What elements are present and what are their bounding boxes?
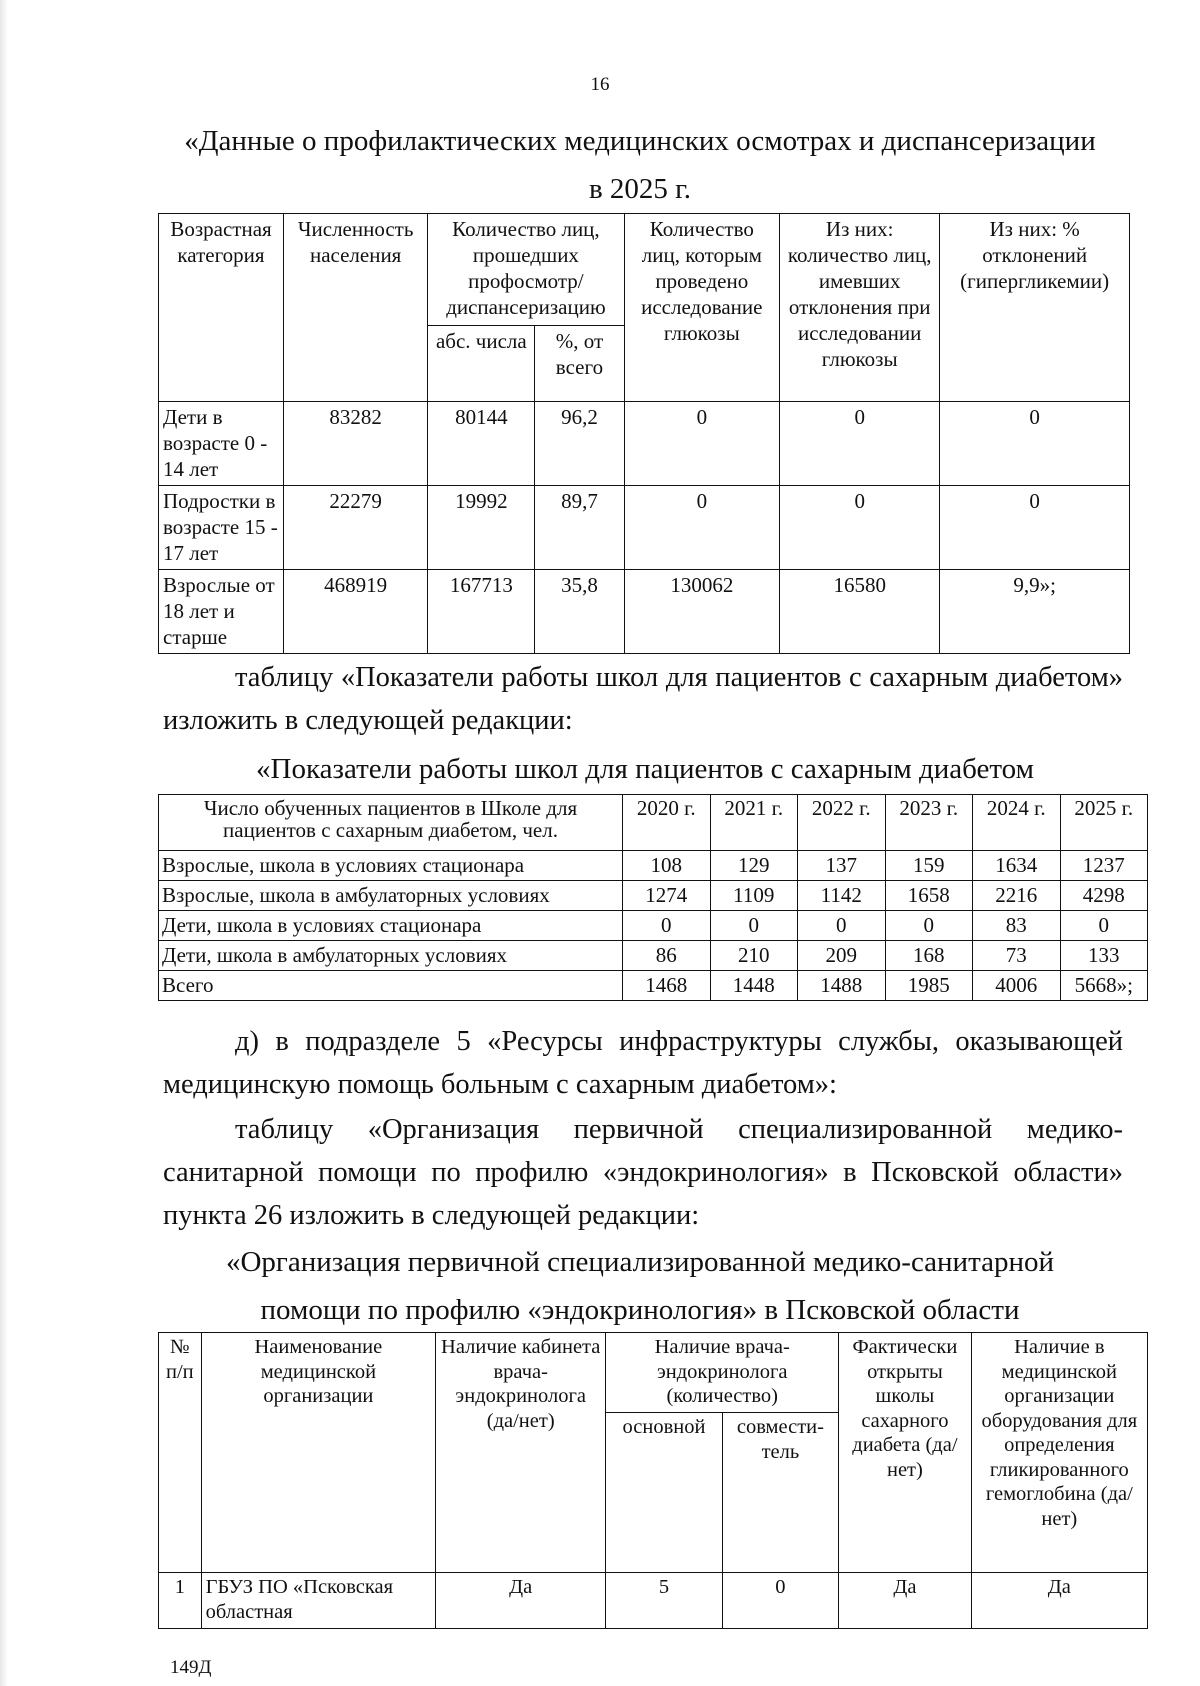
- paragraph-text: таблицу «Организация первичной специализированной медико-санитарной помощи по профилю «эндокринология» в Псковской области» пункта 26 изложить в следующей редакции:: [163, 1114, 1123, 1231]
- page-number: 16: [590, 74, 610, 95]
- row-abs: 19992: [428, 486, 535, 570]
- row-value: 5668»;: [1060, 971, 1148, 1001]
- row-population: 83282: [284, 402, 428, 486]
- row-population: 468919: [284, 570, 428, 654]
- row-value: 1634: [973, 851, 1061, 881]
- header-organization-name: Наименование медицинской организации: [201, 1333, 435, 1573]
- schools-table: [158, 794, 1148, 1001]
- header-year: 2025 г.: [1060, 795, 1148, 851]
- table-row: [159, 911, 1148, 941]
- row-equipment: Да: [971, 1573, 1147, 1629]
- row-number: 1: [159, 1573, 202, 1629]
- paragraph-text: таблицу «Показатели работы школ для пациентов с сахарным диабетом» изложить в следующей редакции:: [163, 662, 1123, 736]
- row-organization: ГБУЗ ПО «Псковская областная: [201, 1573, 435, 1629]
- row-main: 5: [606, 1573, 722, 1629]
- table1-title: [150, 117, 1130, 213]
- header-doctor-count: Наличие врача-эндокринолога (количество): [606, 1333, 839, 1413]
- header-glucose-deviations: Из них: количество лиц, имевших отклонения при исследовании глюкозы: [780, 214, 940, 402]
- row-value: 0: [1060, 911, 1148, 941]
- row-schools: Да: [839, 1573, 972, 1629]
- table-row: [159, 851, 1148, 881]
- table1-title-line2: в 2025 г.: [588, 173, 692, 205]
- row-deviations: 0: [780, 402, 940, 486]
- row-glucose: 0: [624, 486, 780, 570]
- row-value: 210: [710, 941, 798, 971]
- row-label: Дети, школа в условиях стационара: [159, 911, 623, 941]
- row-abs: 167713: [428, 570, 535, 654]
- header-year: 2022 г.: [798, 795, 886, 851]
- row-value: 1468: [623, 971, 711, 1001]
- table-row: [159, 881, 1148, 911]
- row-value: 86: [623, 941, 711, 971]
- row-percent: 35,8: [535, 570, 624, 654]
- row-value: 129: [710, 851, 798, 881]
- row-percent: 89,7: [535, 486, 624, 570]
- row-value: 2216: [973, 881, 1061, 911]
- header-population: Численность населения: [284, 214, 428, 402]
- header-number: № п/п: [159, 1333, 202, 1573]
- paragraph-subsection-5: [163, 1020, 1123, 1106]
- row-label: Всего: [159, 971, 623, 1001]
- row-hyper: 0: [940, 402, 1130, 486]
- table3-title: [150, 1238, 1130, 1334]
- table-row-total: [159, 971, 1148, 1001]
- header-part-time: совмести-тель: [722, 1413, 838, 1573]
- row-label: Дети, школа в амбулаторных условиях: [159, 941, 623, 971]
- row-deviations: 0: [780, 486, 940, 570]
- row-hyper: 0: [940, 486, 1130, 570]
- row-deviations: 16580: [780, 570, 940, 654]
- row-value: 0: [885, 911, 973, 941]
- row-value: 1658: [885, 881, 973, 911]
- row-value: 0: [710, 911, 798, 941]
- header-cabinet: Наличие кабинета врача-эндокринолога (да/нет): [436, 1333, 606, 1573]
- header-abs: абс. числа: [428, 326, 535, 402]
- table-row: [159, 402, 1130, 486]
- row-category: Подростки в возрасте 15 - 17 лет: [159, 486, 284, 570]
- header-diabetes-schools: Фактически открыты школы сахарного диабета (да/нет): [839, 1333, 972, 1573]
- row-value: 83: [973, 911, 1061, 941]
- row-value: 0: [798, 911, 886, 941]
- document-code: 149Д: [170, 1657, 212, 1678]
- row-value: 1488: [798, 971, 886, 1001]
- row-value: 0: [623, 911, 711, 941]
- row-value: 209: [798, 941, 886, 971]
- checkups-table: [158, 213, 1130, 654]
- row-value: 1237: [1060, 851, 1148, 881]
- row-abs: 80144: [428, 402, 535, 486]
- paragraph-text: д) в подразделе 5 «Ресурсы инфраструктуры службы, оказывающей медицинскую помощь больным с сахарным диабетом»:: [163, 1026, 1123, 1100]
- row-hyper: 9,9»;: [940, 570, 1130, 654]
- header-hyperglycemia-percent: Из них: % отклонений (гипергликемии): [940, 214, 1130, 402]
- row-value: 159: [885, 851, 973, 881]
- row-value: 1985: [885, 971, 973, 1001]
- header-year: 2020 г.: [623, 795, 711, 851]
- header-glucose-tested: Количество лиц, которым проведено исследование глюкозы: [624, 214, 780, 402]
- row-value: 137: [798, 851, 886, 881]
- row-value: 1274: [623, 881, 711, 911]
- table3-title-line2: помощи по профилю «эндокринология» в Псковской области: [260, 1294, 1020, 1326]
- row-category: Взрослые от 18 лет и старше: [159, 570, 284, 654]
- row-part-time: 0: [722, 1573, 838, 1629]
- table-row: [159, 1573, 1148, 1629]
- row-value: 1109: [710, 881, 798, 911]
- header-passed-checkup: Количество лиц, прошедших профосмотр/ диспансеризацию: [428, 214, 624, 326]
- row-glucose: 0: [624, 402, 780, 486]
- table-row: [159, 570, 1130, 654]
- row-value: 108: [623, 851, 711, 881]
- header-hba1c-equipment: Наличие в медицинской организации оборудования для определения гликированного гемоглобина (да/нет): [971, 1333, 1147, 1573]
- row-cabinet: Да: [436, 1573, 606, 1629]
- row-value: 168: [885, 941, 973, 971]
- row-glucose: 130062: [624, 570, 780, 654]
- row-value: 1142: [798, 881, 886, 911]
- paragraph-endocrinology-table: [163, 1108, 1123, 1237]
- row-value: 133: [1060, 941, 1148, 971]
- table-row: [159, 941, 1148, 971]
- endocrinology-table: [158, 1332, 1148, 1629]
- table2-title: «Показатели работы школ для пациентов с сахарным диабетом: [256, 753, 1034, 785]
- header-trained-patients: Число обученных пациентов в Школе для пациентов с сахарным диабетом, чел.: [159, 795, 623, 851]
- row-value: 73: [973, 941, 1061, 971]
- header-year: 2021 г.: [710, 795, 798, 851]
- table-row: [159, 486, 1130, 570]
- scan-edge: [0, 0, 8, 1686]
- row-category: Дети в возрасте 0 - 14 лет: [159, 402, 284, 486]
- header-main: основной: [606, 1413, 722, 1573]
- table1-title-line1: «Данные о профилактических медицинских осмотрах и диспансеризации: [184, 125, 1096, 157]
- row-population: 22279: [284, 486, 428, 570]
- row-value: 1448: [710, 971, 798, 1001]
- row-percent: 96,2: [535, 402, 624, 486]
- table3-title-line1: «Организация первичной специализированной медико-санитарной: [225, 1246, 1055, 1278]
- header-year: 2024 г.: [973, 795, 1061, 851]
- header-age-category: Возрастная категория: [159, 214, 284, 402]
- row-label: Взрослые, школа в амбулаторных условиях: [159, 881, 623, 911]
- row-value: 4006: [973, 971, 1061, 1001]
- row-label: Взрослые, школа в условиях стационара: [159, 851, 623, 881]
- row-value: 4298: [1060, 881, 1148, 911]
- paragraph-schools-table: [163, 656, 1123, 742]
- header-percent: %, от всего: [535, 326, 624, 402]
- header-year: 2023 г.: [885, 795, 973, 851]
